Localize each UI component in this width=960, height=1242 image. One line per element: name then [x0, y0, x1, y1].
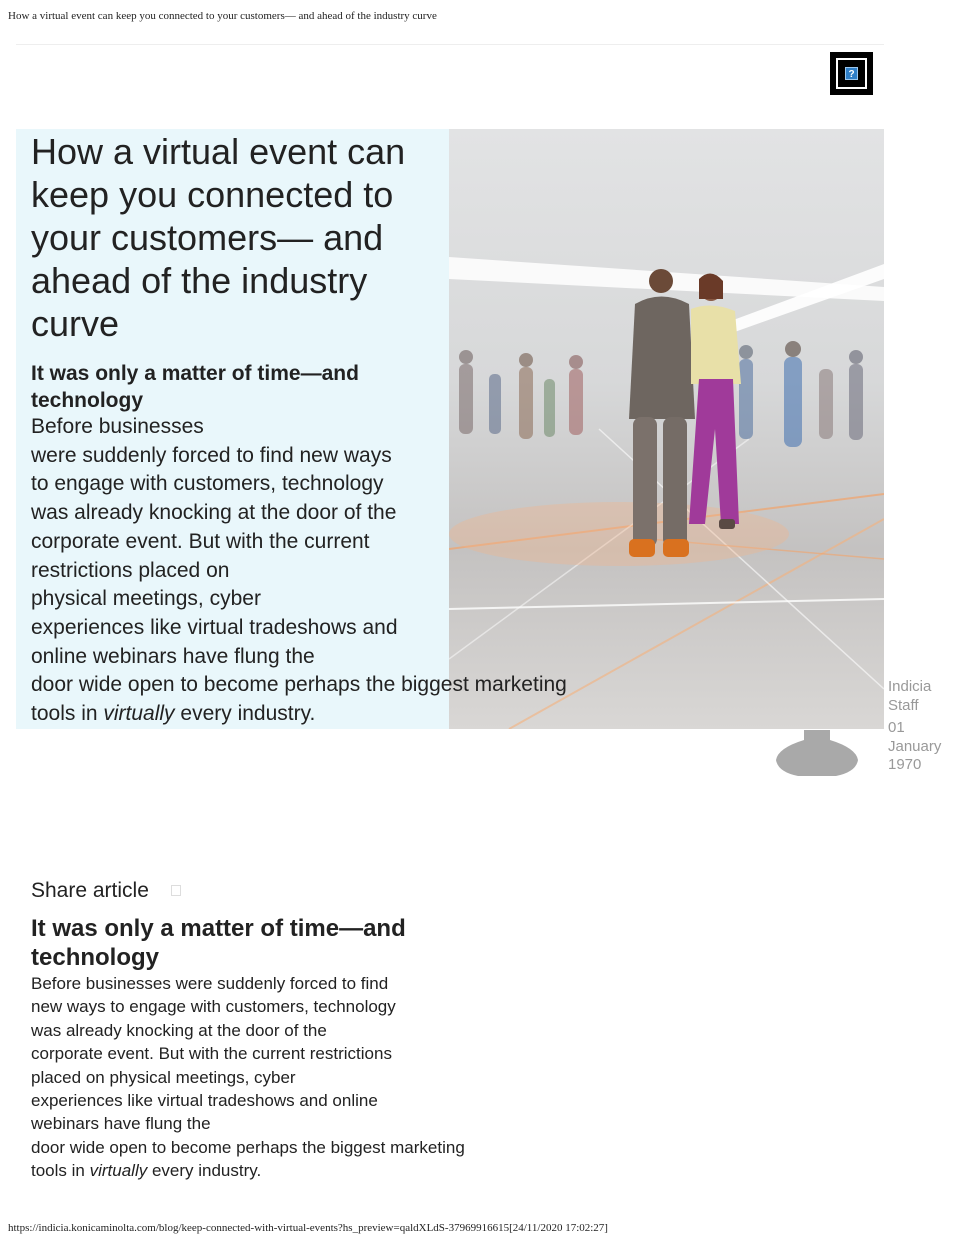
hero-subheading: It was only a matter of time—and technology	[31, 362, 359, 412]
hero-body-line: online webinars have flung the	[31, 644, 315, 668]
help-icon[interactable]	[830, 52, 873, 95]
hero-title: How a virtual event can keep you connected to your customers— and ahead of the industry curve	[31, 131, 406, 344]
article-body-line: new ways to engage with customers, technology	[31, 997, 396, 1017]
hero-body-line: restrictions placed on	[31, 558, 230, 582]
article-heading: It was only a matter of time—and technology	[31, 915, 406, 971]
share-article-label: Share article	[31, 879, 149, 902]
article-body-line: was already knocking at the door of the	[31, 1020, 327, 1040]
header-divider	[16, 44, 884, 45]
publish-date: 01 January 1970	[888, 719, 942, 773]
author-avatar	[776, 730, 858, 776]
hero-body-line: was already knocking at the door of the	[31, 501, 397, 525]
article-body-line: door wide open to become perhaps the biggest marketing	[31, 1137, 465, 1157]
question-mark-icon: ?	[845, 67, 858, 80]
print-footer-url: https://indicia.konicaminolta.com/blog/keep-connected-with-virtual-events?hs_preview=qaldXLdS-37969916615[24/11/2020 17:02:27]	[8, 1222, 608, 1234]
author-name: Indicia Staff	[888, 678, 932, 714]
print-header-title: How a virtual event can keep you connected to your customers— and ahead of the industry curve	[8, 10, 437, 22]
article-body-line	[31, 1159, 465, 1182]
hero-body-line	[31, 700, 567, 729]
article-body-text: every industry.	[147, 1161, 262, 1181]
article-body-line: Before businesses were suddenly forced to find	[31, 974, 389, 993]
hero-body-line: physical meetings, cyber	[31, 587, 261, 611]
article-body-paragraph	[31, 972, 465, 1183]
hero-body-line: corporate event. But with the current	[31, 529, 370, 553]
hero-body-line: to engage with customers, technology	[31, 472, 384, 496]
article-body-line: experiences like virtual tradeshows and online	[31, 1091, 378, 1111]
hero-body-text: every industry.	[174, 702, 316, 726]
article-body-text: tools in	[31, 1161, 90, 1181]
hero-body-line: door wide open to become perhaps the biggest marketing	[31, 673, 567, 697]
article-body-line: webinars have flung the	[31, 1114, 211, 1134]
hero-body-line: Before businesses	[31, 415, 204, 438]
share-icon[interactable]	[171, 885, 181, 896]
hero-intro-paragraph	[31, 413, 567, 729]
hero-body-emphasis: virtually	[103, 702, 175, 726]
hero-body-text: tools in	[31, 702, 104, 726]
hero-body-line: were suddenly forced to find new ways	[31, 443, 392, 467]
article-body-line: corporate event. But with the current restrictions	[31, 1044, 392, 1064]
hero-body-line: experiences like virtual tradeshows and	[31, 615, 398, 639]
article-body-emphasis: virtually	[89, 1161, 148, 1181]
article-body-line: placed on physical meetings, cyber	[31, 1067, 296, 1087]
